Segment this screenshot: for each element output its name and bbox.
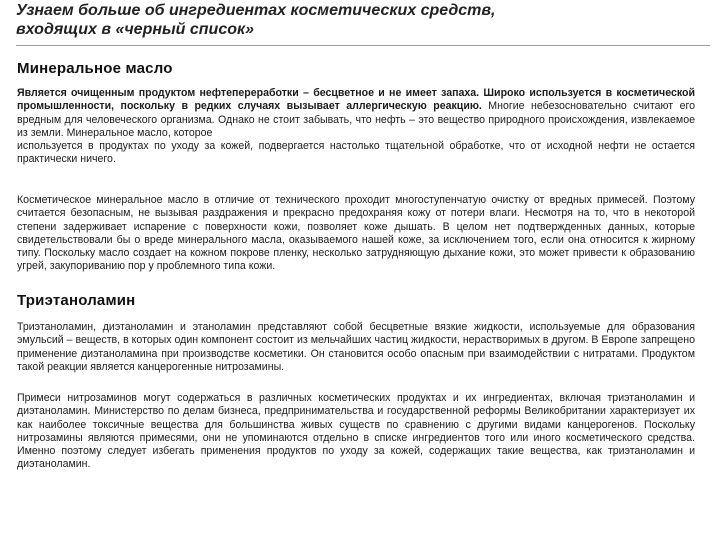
section-heading-triethanolamine: Триэтаноламин (17, 292, 136, 309)
slide-title-line-1: Узнаем больше об ингредиентах косметических средств, (16, 2, 496, 19)
triethanolamine-paragraph-2: Примеси нитрозаминов могут содержаться в различных косметических продуктах и их ингредиентах, включая триэтаноламин и диэтаноламин. Министерство по делам бизнеса, предпринимательства и государственной реформы Великобритании характеризует их как наиболее токсичные вещества для большинства живых существ по сравнению с другими видами канцерогенов. Поскольку нитрозамины являются примесями, они не упоминаются отдельно в списке ингредиентов того или иного косметического средства. Именно поэтому следует избегать применения продуктов по уходу за кожей, содержащих такие вещества, как триэтаноламин и диэтаноламин. (17, 392, 695, 471)
mineral-oil-intro-rest: Многие небезосновательно считают его вредным для человеческого организма. Однако не стоит забывать, что нефть – это вещество природного происхождения, извлекаемое из земли. Минеральное масло, которое (17, 100, 695, 139)
mineral-oil-intro-bold: Является очищенным продуктом нефтепереработки – бесцветное и не имеет запаха. Широко используется в косметической промышленности, поскольку в редких случаях вызывает аллергическую реакцию. (17, 87, 695, 113)
mineral-oil-paragraph-2: Косметическое минеральное масло в отличие от технического проходит многоступенчатую очистку от вредных примесей. Поэтому считается безопасным, не вызывая раздражения и прекрасно предохраняя кожу от потери влаги. Несмотря на то, что в некоторой степени задерживает испарение с поверхности кожи, позволяет коже дышать. В целом нет подтвержденных данных, которые свидетельствовали бы о вреде минерального масла, оказываемого нашей коже, за исключением того, если она относится к жирному типу. Поскольку масло создает на кожном покрове пленку, несколько затрудняющую дыхание кожи, это может привести к образованию угрей, закупориванию пор у проблемного типа кожи. (17, 194, 695, 273)
slide-title (16, 1, 706, 39)
section-heading-mineral-oil: Минеральное масло (17, 60, 173, 77)
triethanolamine-paragraph-1: Триэтаноламин, диэтаноламин и этаноламин представляют собой бесцветные вязкие жидкости, используемые для образования эмульсий – веществ, в которых один компонент состоит из мельчайших частиц жидкости, нерастворимых в другом. В Европе запрещено применение диэтаноламина при производстве косметики. Он становится особо опасным при взаимодействии с нитратами. Продуктом такой реакции является канцерогенные нитрозамины. (17, 321, 695, 373)
mineral-oil-intro-line2: используется в продуктах по уходу за кожей, подвергается настолько тщательной обработке, что от исходной нефти не остается практически ничего. (17, 140, 695, 166)
mineral-oil-intro-paragraph (17, 87, 695, 167)
slide-title-line-2: входящих в «черный список» (16, 21, 255, 38)
title-divider (16, 45, 710, 46)
